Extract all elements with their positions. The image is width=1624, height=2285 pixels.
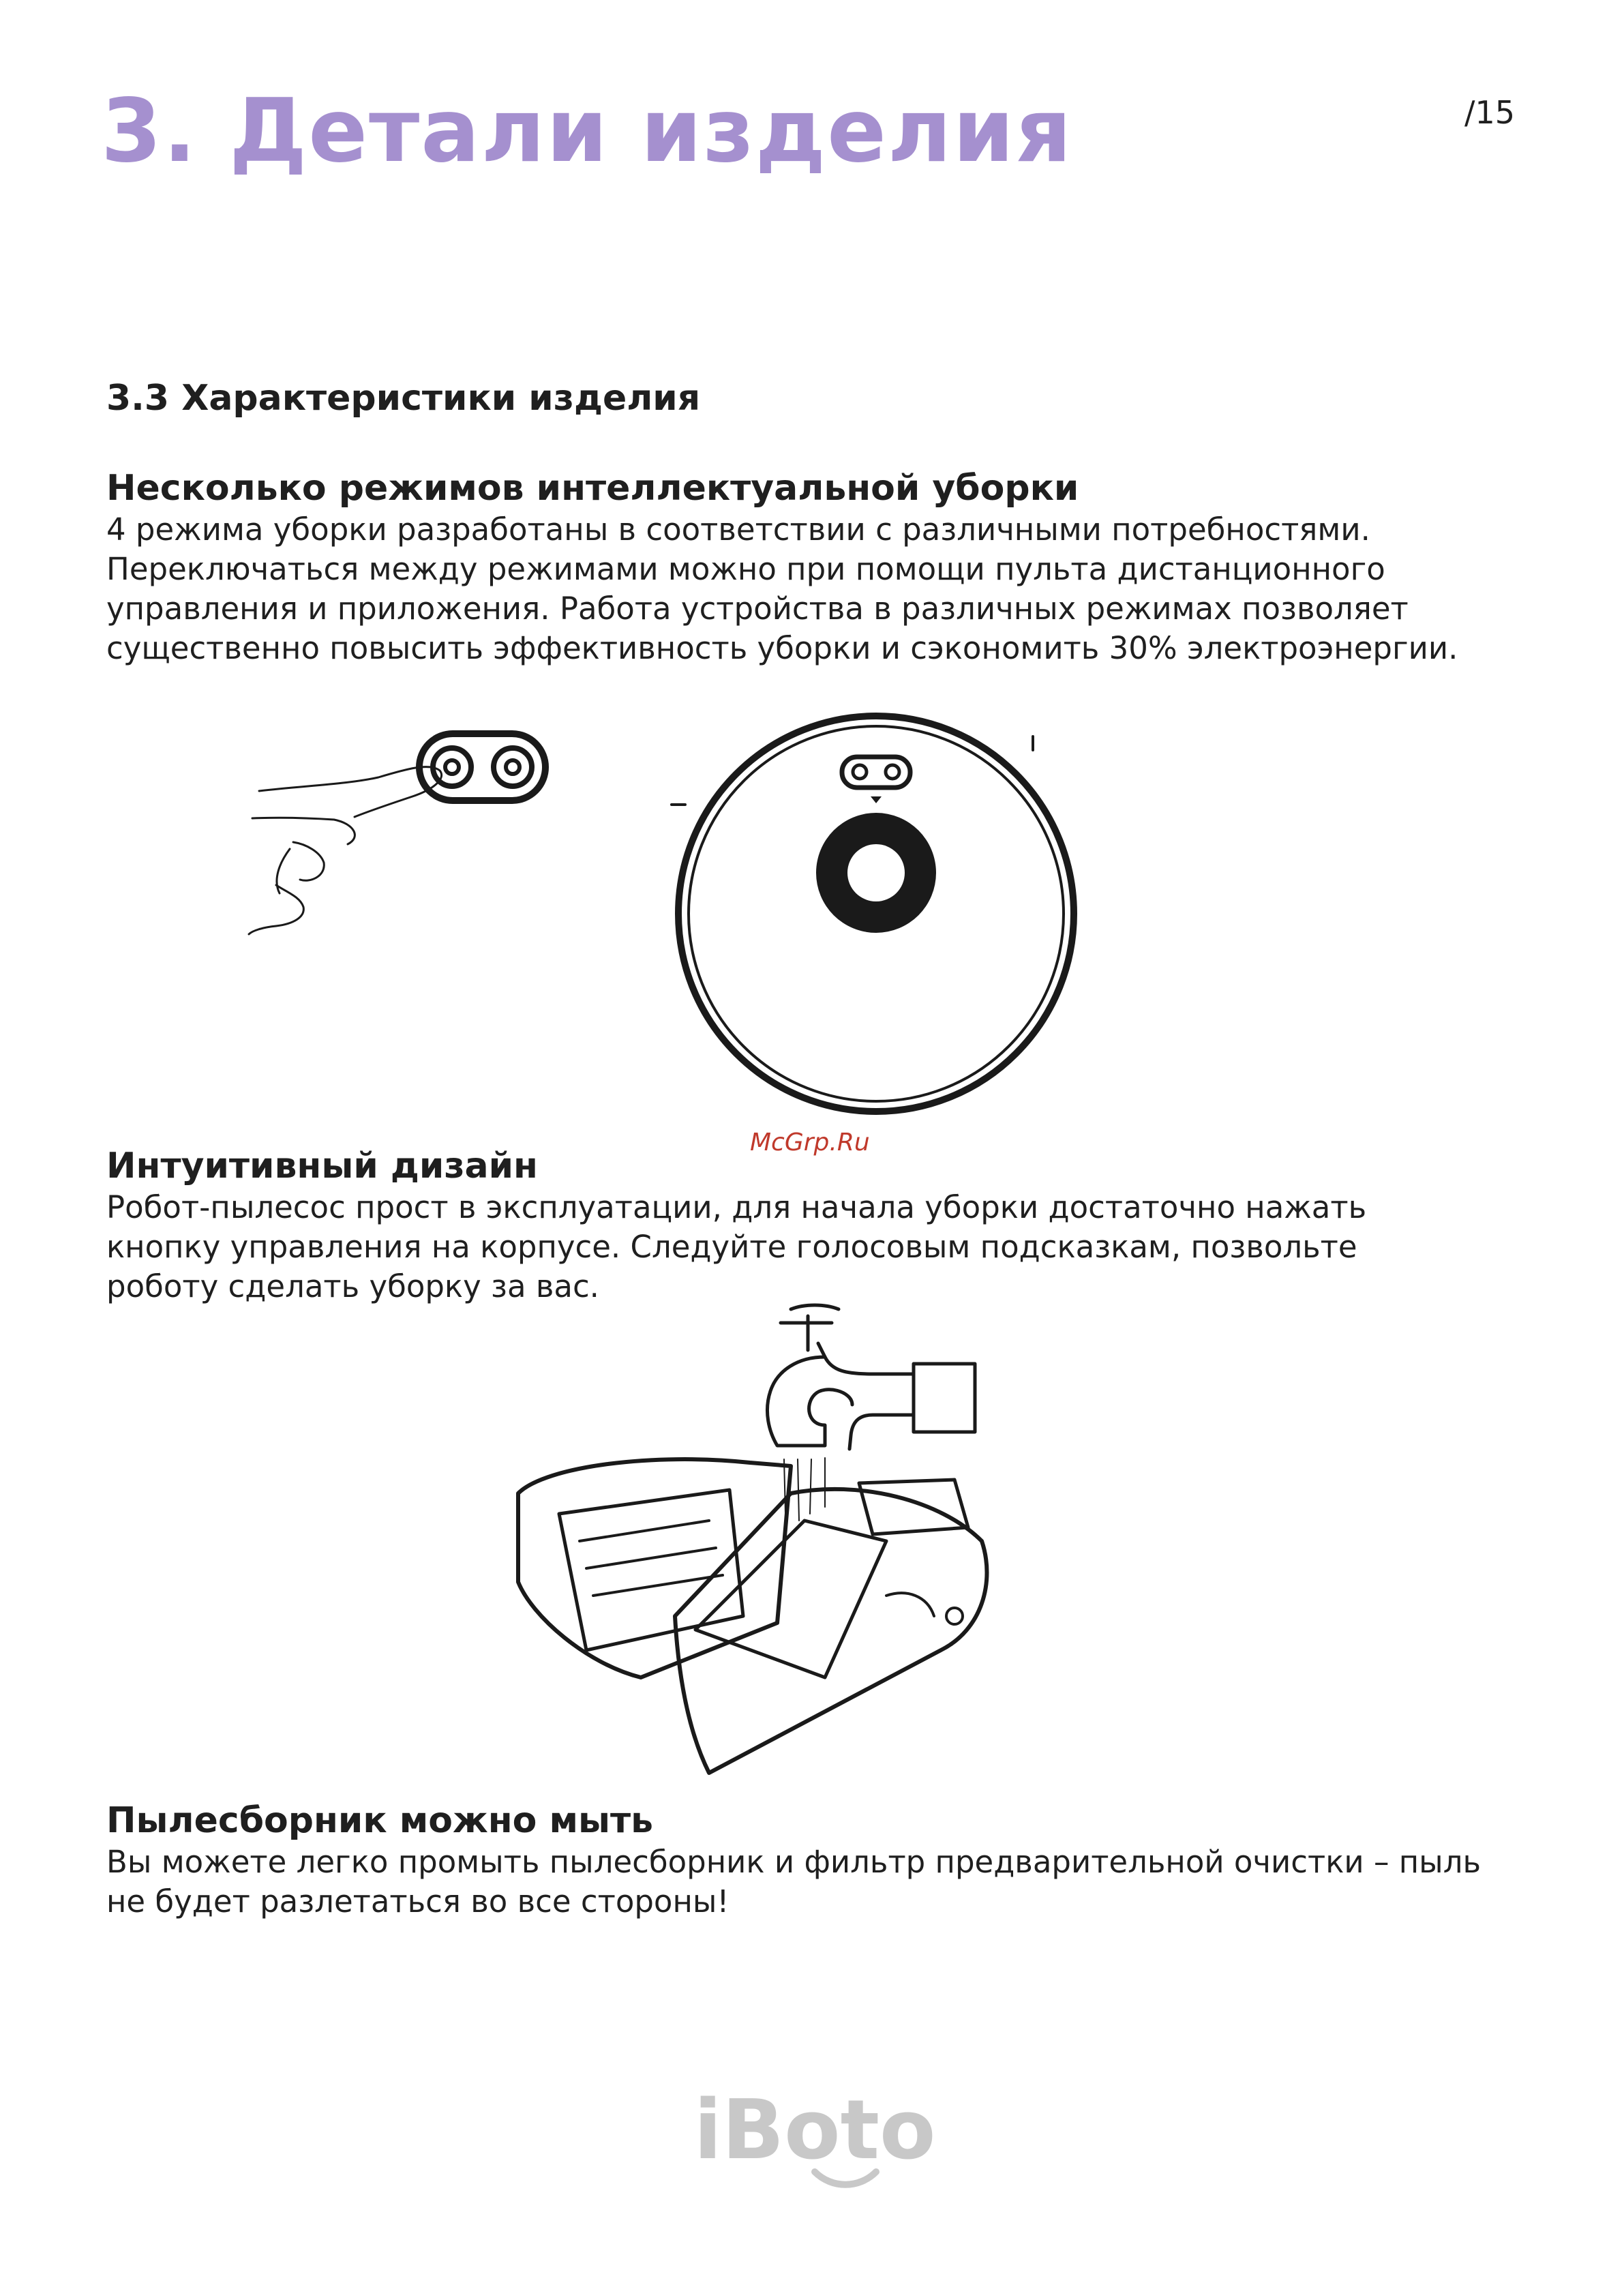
page-title: 3. Детали изделия (101, 80, 1073, 182)
iboto-logo (693, 2083, 936, 2196)
dustbin-washing-illustration (505, 1296, 1118, 1787)
text-line: управления и приложения. Работа устройства в различных режимах позволяет (106, 591, 1409, 627)
text-line: Переключаться между режимами можно при помощи пульта дистанционного (106, 551, 1385, 587)
feature-text-washable-bin (106, 1842, 1552, 1922)
feature-text-design (106, 1188, 1552, 1306)
robot-top-view-illustration (644, 709, 1108, 1118)
feature-title-modes: Несколько режимов интеллектуальной уборки (106, 468, 1079, 509)
text-line: не будет разлетаться во все стороны! (106, 1883, 730, 1920)
finger-pressing-button-illustration (245, 709, 559, 941)
text-line: Робот-пылесос прост в эксплуатации, для начала уборки достаточно нажать (106, 1189, 1367, 1225)
svg-text:iBoto: iBoto (693, 2083, 936, 2178)
feature-title-design: Интуитивный дизайн (106, 1146, 538, 1186)
text-line: существенно повысить эффективность уборки и сэкономить 30% электроэнергии. (106, 630, 1458, 666)
watermark: McGrp.Ru (750, 1129, 870, 1156)
text-line: 4 режима уборки разработаны в соответствии с различными потребностями. (106, 511, 1370, 548)
section-heading: 3.3 Характеристики изделия (106, 378, 701, 419)
text-line: Вы можете легко промыть пылесборник и фильтр предварительной очистки – пыль (106, 1844, 1481, 1880)
text-line: роботу сделать уборку за вас. (106, 1268, 599, 1304)
page-number: /15 (1464, 94, 1515, 131)
text-line: кнопку управления на корпусе. Следуйте голосовым подсказкам, позвольте (106, 1229, 1357, 1265)
feature-text-modes (106, 510, 1552, 668)
feature-title-washable-bin: Пылесборник можно мыть (106, 1800, 654, 1841)
